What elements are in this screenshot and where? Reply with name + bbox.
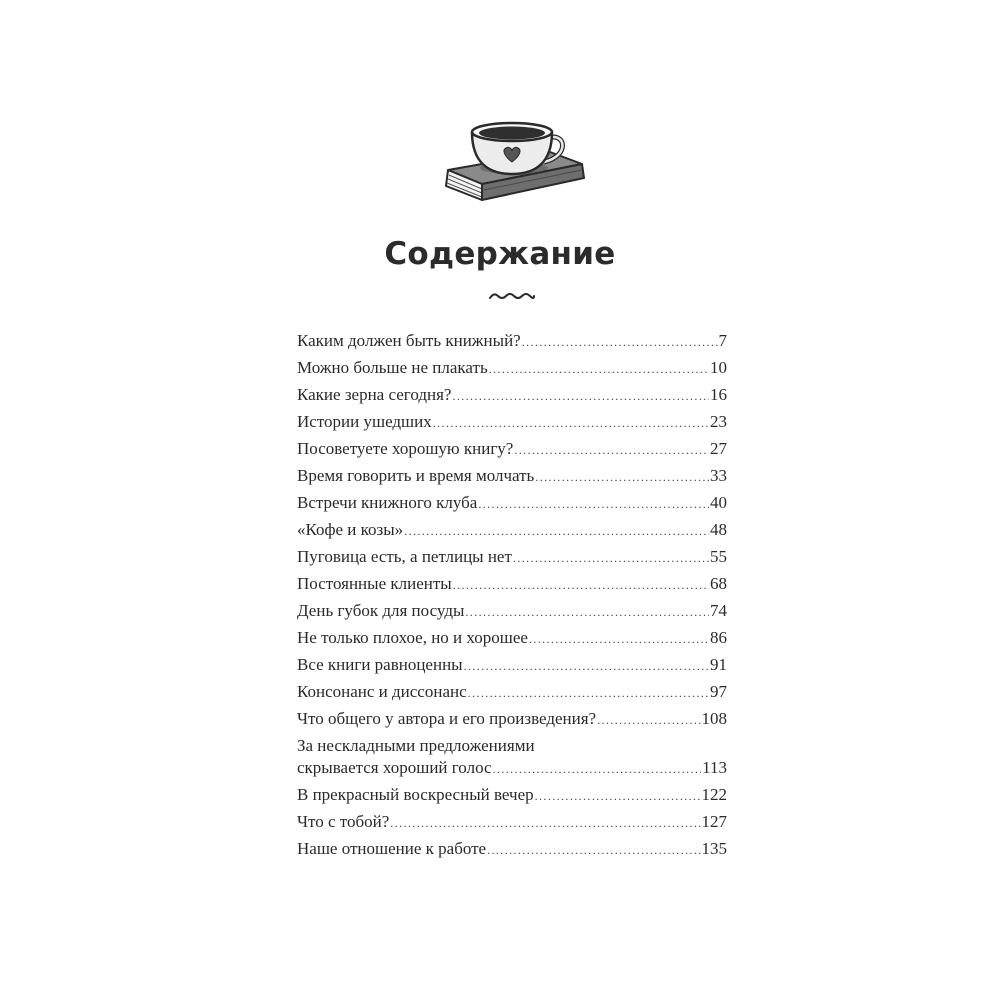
toc-entry[interactable] <box>297 681 727 703</box>
coffee-cup-on-book-icon <box>440 118 590 218</box>
toc-entry[interactable] <box>297 492 727 514</box>
toc-entry-title-line1: За нескладными предложениями <box>297 736 535 755</box>
toc-entry[interactable] <box>297 384 727 406</box>
squiggle-divider-icon <box>488 290 536 302</box>
toc-entry-page: 33 <box>710 466 727 485</box>
toc-entry[interactable] <box>297 465 727 487</box>
table-of-contents <box>297 330 727 865</box>
toc-leader-dots <box>464 655 709 677</box>
toc-entry-page: 127 <box>701 812 727 831</box>
toc-entry-page: 10 <box>710 358 727 377</box>
toc-entry-page: 97 <box>710 682 727 701</box>
toc-entry-title: Не только плохое, но и хорошее <box>297 628 528 647</box>
toc-entry-title: «Кофе и козы» <box>297 520 404 539</box>
toc-leader-dots <box>514 439 709 461</box>
toc-entry[interactable] <box>297 838 727 860</box>
toc-entry-page: 7 <box>718 331 727 350</box>
toc-leader-dots <box>433 412 709 434</box>
toc-entry[interactable] <box>297 627 727 649</box>
toc-entry[interactable] <box>297 519 727 541</box>
toc-entry[interactable] <box>297 811 727 833</box>
toc-leader-dots <box>535 785 701 807</box>
toc-entry-page: 108 <box>701 709 727 728</box>
toc-leader-dots <box>493 758 702 780</box>
toc-entry-page: 135 <box>701 839 727 858</box>
toc-entry-title: Истории ушедших <box>297 412 432 431</box>
toc-entry-page: 91 <box>710 655 727 674</box>
toc-leader-dots <box>487 839 700 861</box>
toc-leader-dots <box>452 385 709 407</box>
toc-entry-title: скрывается хороший голос <box>297 758 492 777</box>
toc-leader-dots <box>465 601 709 623</box>
toc-entry-title: Консонанс и диссонанс <box>297 682 467 701</box>
toc-leader-dots <box>513 547 709 569</box>
toc-entry-title: День губок для посуды <box>297 601 465 620</box>
toc-entry-title: Постоянные клиенты <box>297 574 452 593</box>
toc-leader-dots <box>535 466 709 488</box>
toc-entry-page: 48 <box>710 520 727 539</box>
toc-entry-page: 55 <box>710 547 727 566</box>
toc-entry-page: 68 <box>710 574 727 593</box>
toc-leader-dots <box>478 493 709 515</box>
toc-entry-title: Встречи книжного клуба <box>297 493 478 512</box>
toc-entry-title: Наше отношение к работе <box>297 839 487 858</box>
toc-entry-page: 86 <box>710 628 727 647</box>
toc-entry-page: 16 <box>710 385 727 404</box>
toc-entry[interactable] <box>297 708 727 730</box>
toc-entry-title: Время говорить и время молчать <box>297 466 535 485</box>
toc-entry[interactable] <box>297 411 727 433</box>
toc-leader-dots <box>390 812 700 834</box>
toc-entry-page: 27 <box>710 439 727 458</box>
toc-entry-title: Пуговица есть, а петлицы нет <box>297 547 512 566</box>
toc-entry-title: Что общего у автора и его произведения? <box>297 709 597 728</box>
toc-entry[interactable] <box>297 600 727 622</box>
toc-entry-title: Можно больше не плакать <box>297 358 488 377</box>
toc-leader-dots <box>522 331 718 353</box>
toc-entry[interactable] <box>297 438 727 460</box>
toc-leader-dots <box>404 520 709 542</box>
toc-entry-page: 122 <box>701 785 727 804</box>
toc-entry-page: 40 <box>710 493 727 512</box>
toc-leader-dots <box>597 709 700 731</box>
toc-entry-title: В прекрасный воскресный вечер <box>297 785 534 804</box>
toc-entry[interactable] <box>297 330 727 352</box>
toc-entry[interactable] <box>297 735 727 779</box>
toc-entry-page: 23 <box>710 412 727 431</box>
toc-entry[interactable] <box>297 546 727 568</box>
toc-leader-dots <box>468 682 709 704</box>
toc-leader-dots <box>489 358 709 380</box>
toc-entry-title: Какие зерна сегодня? <box>297 385 452 404</box>
page-title: Содержание <box>384 236 616 272</box>
toc-entry-title: Посоветуете хорошую книгу? <box>297 439 514 458</box>
toc-leader-dots <box>453 574 709 596</box>
toc-entry-title: Что с тобой? <box>297 812 390 831</box>
toc-entry-title: Каким должен быть книжный? <box>297 331 521 350</box>
toc-entry[interactable] <box>297 573 727 595</box>
toc-entry-title: Все книги равноценны <box>297 655 463 674</box>
toc-entry-page: 113 <box>702 758 727 777</box>
toc-leader-dots <box>529 628 709 650</box>
toc-entry[interactable] <box>297 784 727 806</box>
toc-entry[interactable] <box>297 357 727 379</box>
toc-entry-page: 74 <box>710 601 727 620</box>
toc-entry[interactable] <box>297 654 727 676</box>
